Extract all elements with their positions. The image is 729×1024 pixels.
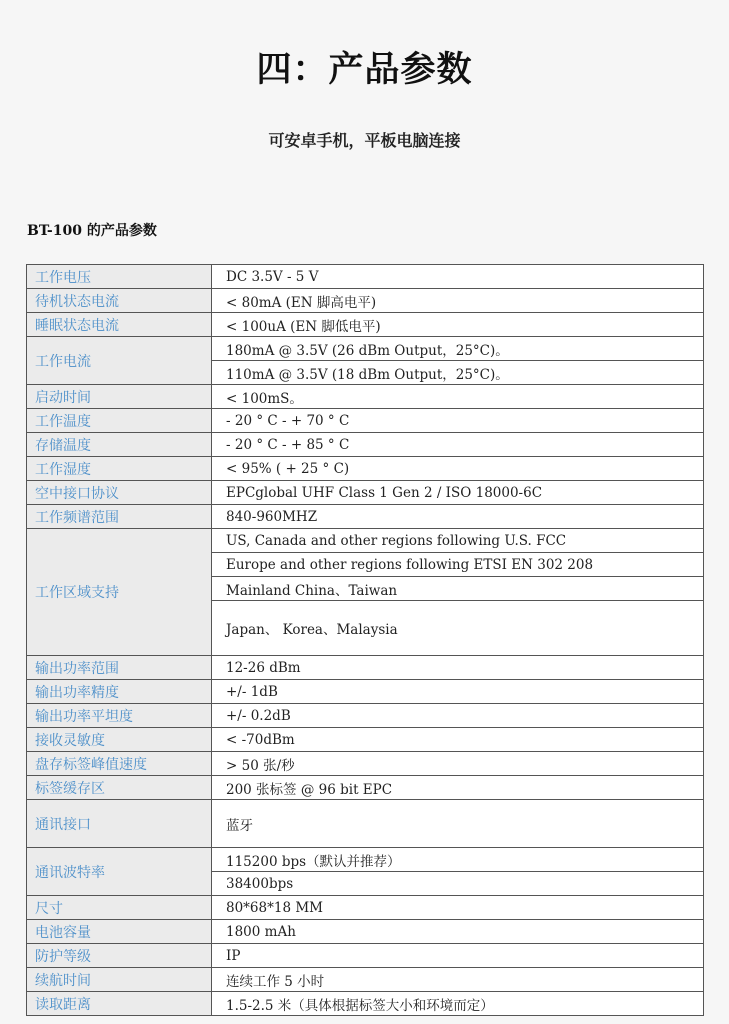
table-row bbox=[27, 704, 704, 728]
table-row bbox=[27, 920, 704, 944]
table-row bbox=[27, 385, 704, 409]
row-label: 工作电压 bbox=[27, 265, 212, 289]
row-value: Japan、 Korea、Malaysia bbox=[212, 601, 704, 656]
row-value: 110mA @ 3.5V (18 dBm Output，25°C)。 bbox=[212, 361, 704, 385]
table-row bbox=[27, 409, 704, 433]
row-label: 工作电流 bbox=[27, 337, 212, 385]
table-row bbox=[27, 265, 704, 289]
row-value: Europe and other regions following ETSI EN 302 208 bbox=[212, 553, 704, 577]
row-value: 200 张标签 @ 96 bit EPC bbox=[212, 776, 704, 800]
table-row bbox=[27, 728, 704, 752]
table-row bbox=[27, 752, 704, 776]
row-label: 接收灵敏度 bbox=[27, 728, 212, 752]
table-row bbox=[27, 529, 704, 553]
table-row bbox=[27, 457, 704, 481]
row-value: +/- 0.2dB bbox=[212, 704, 704, 728]
row-value: - 20 ° C - + 70 ° C bbox=[212, 409, 704, 433]
row-label: 输出功率范围 bbox=[27, 656, 212, 680]
row-value: 连续工作 5 小时 bbox=[212, 968, 704, 992]
row-value: 115200 bps（默认并推荐） bbox=[212, 848, 704, 872]
row-label: 盘存标签峰值速度 bbox=[27, 752, 212, 776]
table-row bbox=[27, 481, 704, 505]
row-value: > 50 张/秒 bbox=[212, 752, 704, 776]
row-value: Mainland China、Taiwan bbox=[212, 577, 704, 601]
row-label: 存储温度 bbox=[27, 433, 212, 457]
page-subtitle: 可安卓手机，平板电脑连接 bbox=[268, 131, 461, 150]
row-label: 标签缓存区 bbox=[27, 776, 212, 800]
page-title: 四：产品参数 bbox=[256, 50, 473, 90]
row-value: < 95% ( + 25 ° C) bbox=[212, 457, 704, 481]
table-row bbox=[27, 848, 704, 872]
row-value: 840-960MHZ bbox=[212, 505, 704, 529]
row-label: 工作频谱范围 bbox=[27, 505, 212, 529]
table-row bbox=[27, 776, 704, 800]
row-value: 38400bps bbox=[212, 872, 704, 896]
row-label: 空中接口协议 bbox=[27, 481, 212, 505]
row-label: 待机状态电流 bbox=[27, 289, 212, 313]
table-row bbox=[27, 968, 704, 992]
row-value: < -70dBm bbox=[212, 728, 704, 752]
row-label: 电池容量 bbox=[27, 920, 212, 944]
row-label: 防护等级 bbox=[27, 944, 212, 968]
row-label: 续航时间 bbox=[27, 968, 212, 992]
row-value: 蓝牙 bbox=[212, 800, 704, 848]
section-title: BT-100 的产品参数 bbox=[27, 223, 157, 239]
row-label: 睡眠状态电流 bbox=[27, 313, 212, 337]
table-row bbox=[27, 337, 704, 361]
row-value: US, Canada and other regions following U.S. FCC bbox=[212, 529, 704, 553]
row-value: IP bbox=[212, 944, 704, 968]
table-row bbox=[27, 680, 704, 704]
table-row bbox=[27, 433, 704, 457]
table-row bbox=[27, 505, 704, 529]
row-label: 工作湿度 bbox=[27, 457, 212, 481]
row-value: 80*68*18 MM bbox=[212, 896, 704, 920]
row-value: < 80mA (EN 脚高电平) bbox=[212, 289, 704, 313]
row-label: 读取距离 bbox=[27, 992, 212, 1016]
row-label: 工作区域支持 bbox=[27, 529, 212, 656]
row-value: DC 3.5V - 5 V bbox=[212, 265, 704, 289]
table-row bbox=[27, 289, 704, 313]
row-value: 180mA @ 3.5V (26 dBm Output，25°C)。 bbox=[212, 337, 704, 361]
row-value: 1.5-2.5 米（具体根据标签大小和环境而定） bbox=[212, 992, 704, 1016]
table-row bbox=[27, 944, 704, 968]
row-value: +/- 1dB bbox=[212, 680, 704, 704]
row-label: 工作温度 bbox=[27, 409, 212, 433]
row-label: 启动时间 bbox=[27, 385, 212, 409]
row-label: 通讯波特率 bbox=[27, 848, 212, 896]
table-row bbox=[27, 656, 704, 680]
table-row bbox=[27, 992, 704, 1016]
row-label: 输出功率平坦度 bbox=[27, 704, 212, 728]
row-value: < 100uA (EN 脚低电平) bbox=[212, 313, 704, 337]
table-row bbox=[27, 896, 704, 920]
row-label: 通讯接口 bbox=[27, 800, 212, 848]
row-value: < 100mS。 bbox=[212, 385, 704, 409]
row-value: - 20 ° C - + 85 ° C bbox=[212, 433, 704, 457]
table-row bbox=[27, 313, 704, 337]
row-label: 尺寸 bbox=[27, 896, 212, 920]
row-value: EPCglobal UHF Class 1 Gen 2 / ISO 18000-6C bbox=[212, 481, 704, 505]
row-value: 12-26 dBm bbox=[212, 656, 704, 680]
row-value: 1800 mAh bbox=[212, 920, 704, 944]
row-label: 输出功率精度 bbox=[27, 680, 212, 704]
spec-table bbox=[26, 264, 704, 1016]
table-row bbox=[27, 800, 704, 848]
